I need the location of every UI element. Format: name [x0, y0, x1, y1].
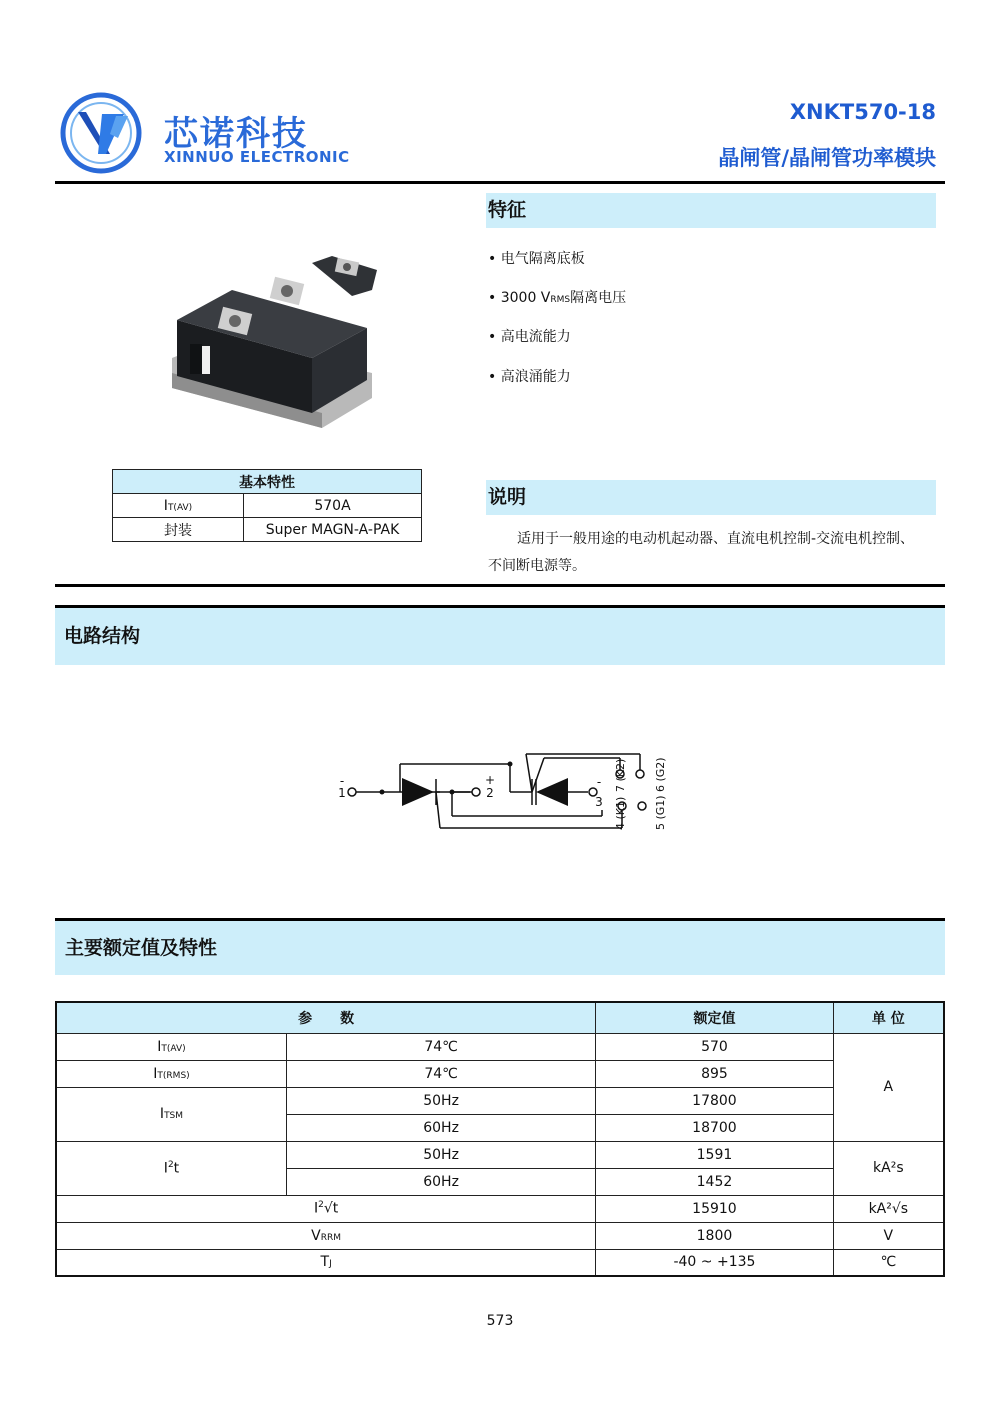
- header-param: 参 数: [56, 1002, 596, 1033]
- param-value: 1591: [596, 1141, 833, 1168]
- param-value: 1452: [596, 1168, 833, 1195]
- terminal-1-sign: -: [339, 774, 345, 788]
- basic-specs-table: [112, 469, 422, 542]
- circuit-heading: 电路结构: [55, 608, 945, 665]
- param-value: 17800: [596, 1087, 833, 1114]
- table-row: [56, 1249, 944, 1276]
- table-row: [56, 1033, 944, 1060]
- pin-4-label: 4 (K1): [614, 796, 627, 830]
- circuit-diagram: [320, 740, 680, 840]
- basic-specs-title: 基本特性: [113, 470, 422, 494]
- spec-param: IT(AV): [113, 494, 244, 518]
- param-unit: V: [833, 1222, 944, 1249]
- pin-6-label: 6 (G2): [654, 757, 667, 792]
- product-module-image: [162, 248, 382, 438]
- features-heading: 特征: [486, 193, 936, 228]
- table-row: [56, 1141, 944, 1168]
- param-unit: ℃: [833, 1249, 944, 1276]
- description-heading: 说明: [486, 480, 936, 515]
- feature-item: • 高浪涌能力: [488, 369, 571, 385]
- logo-mark-icon: [58, 90, 144, 176]
- param-symbol: ITSM: [56, 1087, 286, 1141]
- table-row: [113, 494, 422, 518]
- page-subtitle: 晶闸管/晶闸管功率模块: [718, 146, 936, 170]
- param-value: 895: [596, 1060, 833, 1087]
- ratings-table: [55, 1001, 945, 1277]
- ratings-heading: 主要额定值及特性: [55, 921, 945, 975]
- header-divider: [55, 181, 945, 184]
- param-symbol: IT(RMS): [56, 1060, 286, 1087]
- param-unit: kA²√s: [833, 1195, 944, 1222]
- feature-item: • 电气隔离底板: [488, 251, 585, 267]
- header-unit: 单 位: [833, 1002, 944, 1033]
- param-symbol: TJ: [56, 1249, 596, 1276]
- brand-name-cn: 芯诺科技: [164, 114, 308, 154]
- company-logo: [58, 90, 358, 175]
- header-value: 额定值: [596, 1002, 833, 1033]
- table-row: [56, 1195, 944, 1222]
- spec-value: Super MAGN-A-PAK: [244, 518, 422, 542]
- param-value: 1800: [596, 1222, 833, 1249]
- table-row: [56, 1222, 944, 1249]
- param-symbol: IT(AV): [56, 1033, 286, 1060]
- part-number: XNKT570-18: [789, 100, 936, 124]
- feature-item: • 高电流能力: [488, 329, 571, 345]
- param-unit: A: [833, 1033, 944, 1141]
- param-condition: 74℃: [286, 1060, 595, 1087]
- pin-7-label: 7 (K2): [614, 758, 627, 792]
- param-condition: 50Hz: [286, 1087, 595, 1114]
- param-unit: kA²s: [833, 1141, 944, 1195]
- pin-5-label: 5 (G1): [654, 795, 667, 830]
- section-divider: [55, 584, 945, 587]
- terminal-3-sign: -: [596, 775, 602, 789]
- param-condition: 50Hz: [286, 1141, 595, 1168]
- terminal-2-sign: +: [484, 773, 496, 787]
- param-condition: 60Hz: [286, 1168, 595, 1195]
- param-value: 18700: [596, 1114, 833, 1141]
- spec-value: 570A: [244, 494, 422, 518]
- param-condition: 74℃: [286, 1033, 595, 1060]
- terminal-2-label: 2: [486, 786, 494, 800]
- param-symbol: $I^2√t$: [56, 1195, 596, 1222]
- param-symbol: $I^2t$: [56, 1141, 286, 1195]
- terminal-1-label: 1: [338, 786, 346, 800]
- table-row: [113, 518, 422, 542]
- param-value: 570: [596, 1033, 833, 1060]
- param-condition: 60Hz: [286, 1114, 595, 1141]
- page-number: 573: [486, 1313, 514, 1329]
- feature-item: • 3000 VRMS隔离电压: [488, 290, 627, 306]
- table-row: [56, 1087, 944, 1114]
- param-value: -40 ~ +135: [596, 1249, 833, 1276]
- description-text: 适用于一般用途的电动机起动器、直流电机控制-交流电机控制、 不间断电源等。: [488, 531, 915, 574]
- terminal-3-label: 3: [595, 795, 603, 809]
- brand-name-en: XINNUO ELECTRONIC: [164, 148, 350, 166]
- param-value: 15910: [596, 1195, 833, 1222]
- param-symbol: VRRM: [56, 1222, 596, 1249]
- table-row: [56, 1060, 944, 1087]
- spec-param: 封装: [113, 518, 244, 542]
